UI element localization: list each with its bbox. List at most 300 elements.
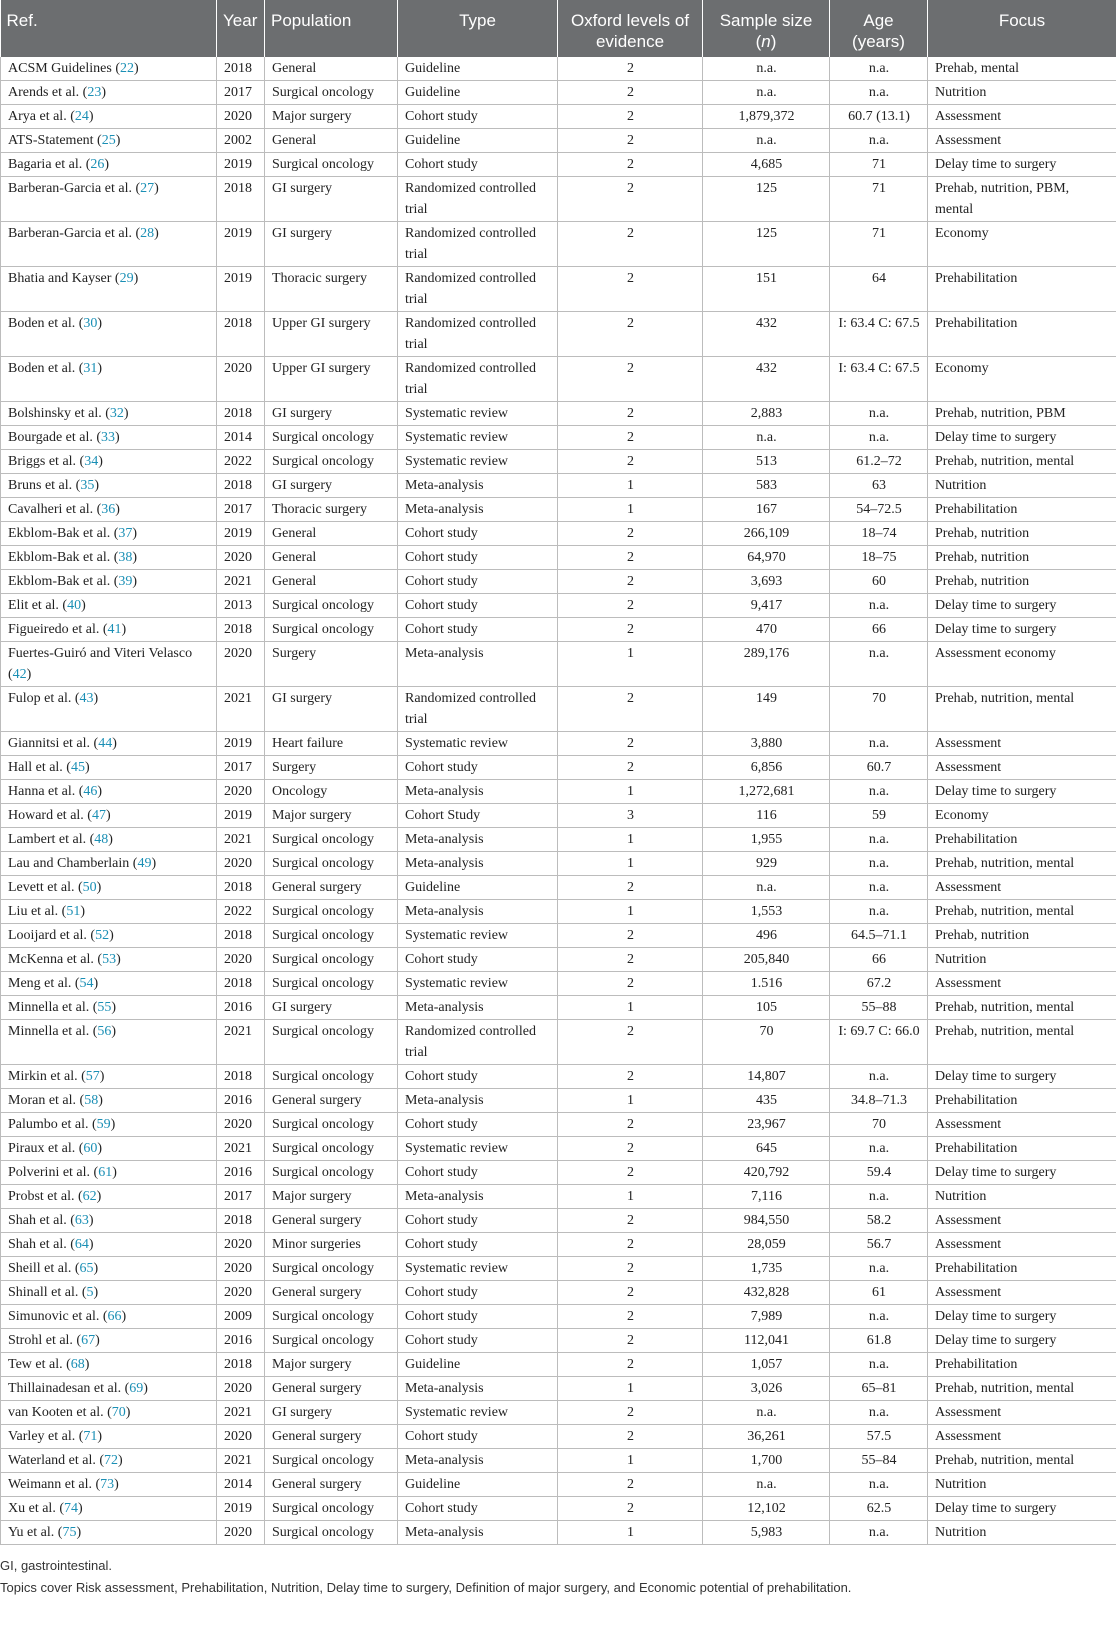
ref-citation-link[interactable]: 61 (98, 1165, 113, 1180)
cell-focus: Economy (928, 357, 1116, 402)
ref-citation-link[interactable]: 69 (129, 1381, 144, 1396)
ref-author: Lambert et al. ( (8, 832, 95, 847)
table-row (1, 804, 1116, 828)
cell-sample-size: 105 (703, 996, 830, 1020)
cell-population: Surgery (265, 756, 398, 780)
cell-year: 2018 (217, 1065, 265, 1089)
table-row (1, 57, 1116, 81)
ref-author: Probst et al. ( (8, 1189, 83, 1204)
ref-citation-link[interactable]: 34 (84, 454, 99, 469)
cell-year: 2020 (217, 1113, 265, 1137)
cell-age: 34.8–71.3 (830, 1089, 928, 1113)
cell-age: 70 (830, 687, 928, 732)
ref-citation-link[interactable]: 39 (118, 574, 133, 589)
cell-year: 2020 (217, 948, 265, 972)
cell-oxford-level: 2 (558, 1353, 703, 1377)
cell-year: 2019 (217, 222, 265, 267)
cell-type: Meta-analysis (398, 852, 558, 876)
cell-type: Systematic review (398, 924, 558, 948)
cell-focus: Nutrition (928, 1473, 1116, 1497)
cell-year: 2016 (217, 1329, 265, 1353)
cell-year: 2019 (217, 804, 265, 828)
cell-focus: Nutrition (928, 1185, 1116, 1209)
cell-age: n.a. (830, 402, 928, 426)
cell-type: Cohort study (398, 1497, 558, 1521)
cell-year: 2020 (217, 546, 265, 570)
cell-age: n.a. (830, 900, 928, 924)
cell-population: GI surgery (265, 177, 398, 222)
cell-type: Cohort study (398, 570, 558, 594)
cell-year: 2020 (217, 1425, 265, 1449)
cell-ref: Simunovic et al. (66) (1, 1305, 217, 1329)
cell-focus: Assessment (928, 972, 1116, 996)
cell-oxford-level: 2 (558, 153, 703, 177)
cell-population: GI surgery (265, 996, 398, 1020)
cell-sample-size: 125 (703, 177, 830, 222)
cell-type: Meta-analysis (398, 900, 558, 924)
cell-population: Surgical oncology (265, 153, 398, 177)
cell-type: Cohort study (398, 1281, 558, 1305)
cell-year: 2018 (217, 402, 265, 426)
cell-ref: Probst et al. (62) (1, 1185, 217, 1209)
cell-oxford-level: 2 (558, 312, 703, 357)
cell-sample-size: 64,970 (703, 546, 830, 570)
cell-focus: Prehabilitation (928, 1257, 1116, 1281)
cell-ref: Moran et al. (58) (1, 1089, 217, 1113)
ref-citation-link[interactable]: 25 (101, 133, 116, 148)
cell-focus: Prehab, nutrition (928, 924, 1116, 948)
table-row (1, 642, 1116, 687)
ref-citation-link[interactable]: 35 (80, 478, 95, 493)
cell-focus: Nutrition (928, 474, 1116, 498)
cell-population: Major surgery (265, 1185, 398, 1209)
cell-age: 63 (830, 474, 928, 498)
table-body (1, 57, 1116, 1545)
cell-age: I: 63.4 C: 67.5 (830, 357, 928, 402)
ref-citation-link[interactable]: 31 (83, 361, 98, 376)
ref-author: Xu et al. ( (8, 1501, 64, 1516)
ref-author: Elit et al. ( (8, 598, 68, 613)
cell-type: Randomized controlled trial (398, 267, 558, 312)
ref-citation-link[interactable]: 52 (95, 928, 110, 943)
ref-citation-link[interactable]: 33 (101, 430, 116, 445)
cell-age: I: 63.4 C: 67.5 (830, 312, 928, 357)
cell-sample-size: 205,840 (703, 948, 830, 972)
ref-citation-link[interactable]: 41 (107, 622, 122, 637)
ref-citation-link[interactable]: 46 (83, 784, 98, 799)
cell-population: Major surgery (265, 804, 398, 828)
cell-focus: Assessment (928, 1425, 1116, 1449)
cell-sample-size: 7,116 (703, 1185, 830, 1209)
cell-type: Guideline (398, 1353, 558, 1377)
cell-oxford-level: 2 (558, 1065, 703, 1089)
ref-author: Liu et al. ( (8, 904, 67, 919)
cell-year: 2018 (217, 924, 265, 948)
cell-ref: McKenna et al. (53) (1, 948, 217, 972)
cell-ref: Elit et al. (40) (1, 594, 217, 618)
ref-citation-link[interactable]: 63 (74, 1213, 89, 1228)
cell-type: Cohort Study (398, 804, 558, 828)
cell-focus: Assessment (928, 1209, 1116, 1233)
cell-sample-size: 432 (703, 357, 830, 402)
cell-type: Meta-analysis (398, 780, 558, 804)
cell-year: 2016 (217, 1089, 265, 1113)
cell-focus: Assessment (928, 732, 1116, 756)
cell-ref: Bhatia and Kayser (29) (1, 267, 217, 312)
ref-citation-link[interactable]: 47 (91, 808, 106, 823)
cell-population: GI surgery (265, 687, 398, 732)
cell-age: 65–81 (830, 1377, 928, 1401)
table-row (1, 522, 1116, 546)
table-row (1, 450, 1116, 474)
ref-citation-link[interactable]: 36 (101, 502, 116, 517)
ref-citation-link[interactable]: 75 (62, 1525, 77, 1540)
ref-author: Meng et al. ( (8, 976, 80, 991)
ref-citation-link[interactable]: 5 (86, 1285, 94, 1300)
cell-type: Meta-analysis (398, 498, 558, 522)
cell-ref: Giannitsi et al. (44) (1, 732, 217, 756)
cell-age: n.a. (830, 81, 928, 105)
ref-citation-link[interactable]: 68 (70, 1357, 85, 1372)
ref-citation-link[interactable]: 48 (94, 832, 109, 847)
cell-focus: Delay time to surgery (928, 780, 1116, 804)
cell-focus: Prehab, nutrition, mental (928, 1020, 1116, 1065)
ref-citation-link[interactable]: 67 (81, 1333, 96, 1348)
cell-type: Systematic review (398, 450, 558, 474)
ref-author: Moran et al. ( (8, 1093, 85, 1108)
cell-focus: Delay time to surgery (928, 426, 1116, 450)
table-row (1, 900, 1116, 924)
cell-year: 2022 (217, 450, 265, 474)
cell-type: Cohort study (398, 1233, 558, 1257)
table-row (1, 222, 1116, 267)
cell-year: 2014 (217, 1473, 265, 1497)
ref-author: Strohl et al. ( (8, 1333, 82, 1348)
cell-focus: Nutrition (928, 1521, 1116, 1545)
cell-population: Surgical oncology (265, 1521, 398, 1545)
ref-citation-link[interactable]: 64 (74, 1237, 89, 1252)
cell-year: 2018 (217, 1209, 265, 1233)
table-row (1, 1473, 1116, 1497)
ref-citation-link[interactable]: 28 (140, 226, 155, 241)
cell-type: Cohort study (398, 948, 558, 972)
cell-ref: Fuertes-Guiró and Viteri Velasco (42) (1, 642, 217, 687)
ref-citation-link[interactable]: 72 (104, 1453, 119, 1468)
cell-ref: Bolshinsky et al. (32) (1, 402, 217, 426)
ref-citation-link[interactable]: 37 (118, 526, 133, 541)
ref-citation-link[interactable]: 70 (111, 1405, 126, 1420)
cell-focus: Delay time to surgery (928, 1305, 1116, 1329)
ref-citation-link[interactable]: 49 (137, 856, 152, 871)
cell-population: General (265, 570, 398, 594)
ref-citation-link[interactable]: 43 (79, 691, 94, 706)
ref-citation-link[interactable]: 60 (83, 1141, 98, 1156)
cell-sample-size: 151 (703, 267, 830, 312)
cell-oxford-level: 2 (558, 1161, 703, 1185)
cell-year: 2017 (217, 756, 265, 780)
ref-citation-link[interactable]: 74 (63, 1501, 78, 1516)
cell-focus: Prehab, mental (928, 57, 1116, 81)
ref-author: Howard et al. ( (8, 808, 92, 823)
ref-citation-link[interactable]: 44 (98, 736, 113, 751)
cell-sample-size: 1,553 (703, 900, 830, 924)
cell-year: 2017 (217, 1185, 265, 1209)
cell-year: 2016 (217, 996, 265, 1020)
cell-type: Cohort study (398, 522, 558, 546)
ref-author: Shinall et al. ( (8, 1285, 87, 1300)
cell-oxford-level: 2 (558, 1305, 703, 1329)
cell-oxford-level: 2 (558, 618, 703, 642)
cell-oxford-level: 2 (558, 1137, 703, 1161)
cell-type: Meta-analysis (398, 996, 558, 1020)
ref-citation-link[interactable]: 23 (87, 85, 102, 100)
table-row (1, 1089, 1116, 1113)
cell-type: Guideline (398, 57, 558, 81)
cell-population: Surgical oncology (265, 1497, 398, 1521)
cell-sample-size: 14,807 (703, 1065, 830, 1089)
table-row (1, 1113, 1116, 1137)
cell-population: Surgical oncology (265, 1065, 398, 1089)
ref-citation-link[interactable]: 73 (100, 1477, 115, 1492)
cell-type: Cohort study (398, 594, 558, 618)
table-header (1, 0, 1116, 57)
cell-type: Meta-analysis (398, 1449, 558, 1473)
cell-ref: Levett et al. (50) (1, 876, 217, 900)
cell-type: Guideline (398, 1473, 558, 1497)
cell-oxford-level: 2 (558, 267, 703, 312)
cell-focus: Assessment (928, 105, 1116, 129)
ref-author: Fulop et al. ( (8, 691, 80, 706)
col-type-header: Type (398, 0, 558, 57)
cell-oxford-level: 2 (558, 105, 703, 129)
ref-citation-link[interactable]: 56 (97, 1024, 112, 1039)
cell-oxford-level: 1 (558, 900, 703, 924)
cell-population: Surgical oncology (265, 1161, 398, 1185)
cell-population: General surgery (265, 1425, 398, 1449)
cell-type: Cohort study (398, 153, 558, 177)
table-row (1, 426, 1116, 450)
ref-citation-link[interactable]: 50 (82, 880, 97, 895)
cell-oxford-level: 2 (558, 1497, 703, 1521)
table-row (1, 687, 1116, 732)
cell-oxford-level: 2 (558, 1401, 703, 1425)
table-row (1, 267, 1116, 312)
ref-citation-link[interactable]: 55 (97, 1000, 112, 1015)
table-row (1, 1425, 1116, 1449)
cell-age: 62.5 (830, 1497, 928, 1521)
ref-citation-link[interactable]: 71 (83, 1429, 98, 1444)
ref-author: Cavalheri et al. ( (8, 502, 102, 517)
table-row (1, 357, 1116, 402)
ref-citation-link[interactable]: 24 (74, 109, 89, 124)
cell-year: 2018 (217, 618, 265, 642)
cell-ref: Liu et al. (51) (1, 900, 217, 924)
footnote-topics: Topics cover Risk assessment, Prehabilitation, Nutrition, Delay time to surgery, Definition of major surgery, and Economic potential of prehabilitation. (0, 1580, 852, 1595)
ref-author: Boden et al. ( (8, 361, 84, 376)
cell-population: Major surgery (265, 1353, 398, 1377)
ref-author: Polverini et al. ( (8, 1165, 99, 1180)
col-year-header: Year (217, 0, 265, 57)
ref-citation-link[interactable]: 58 (84, 1093, 99, 1108)
cell-ref: Arends et al. (23) (1, 81, 217, 105)
cell-focus: Prehab, nutrition, mental (928, 996, 1116, 1020)
ref-citation-link[interactable]: 30 (83, 316, 98, 331)
cell-age: n.a. (830, 594, 928, 618)
cell-population: Surgical oncology (265, 1449, 398, 1473)
cell-sample-size: 2,883 (703, 402, 830, 426)
cell-sample-size: 167 (703, 498, 830, 522)
cell-sample-size: n.a. (703, 426, 830, 450)
cell-year: 2021 (217, 1449, 265, 1473)
ref-author: Weimann et al. ( (8, 1477, 101, 1492)
cell-sample-size: 432,828 (703, 1281, 830, 1305)
cell-ref: Meng et al. (54) (1, 972, 217, 996)
cell-oxford-level: 2 (558, 570, 703, 594)
table-row (1, 546, 1116, 570)
table-row (1, 1401, 1116, 1425)
cell-ref: Sheill et al. (65) (1, 1257, 217, 1281)
table-row (1, 129, 1116, 153)
cell-age: n.a. (830, 1305, 928, 1329)
cell-age: n.a. (830, 1137, 928, 1161)
cell-population: Surgical oncology (265, 81, 398, 105)
ref-author: McKenna et al. ( (8, 952, 103, 967)
cell-population: Surgical oncology (265, 450, 398, 474)
cell-focus: Prehabilitation (928, 1089, 1116, 1113)
cell-focus: Nutrition (928, 81, 1116, 105)
ref-citation-link[interactable]: 65 (79, 1261, 94, 1276)
cell-population: General (265, 129, 398, 153)
cell-oxford-level: 2 (558, 81, 703, 105)
table-row (1, 1353, 1116, 1377)
cell-year: 2021 (217, 828, 265, 852)
cell-type: Cohort study (398, 1209, 558, 1233)
cell-population: Surgical oncology (265, 828, 398, 852)
cell-sample-size: 1,879,372 (703, 105, 830, 129)
ref-citation-link[interactable]: 66 (107, 1309, 122, 1324)
cell-population: GI surgery (265, 402, 398, 426)
cell-sample-size: 3,880 (703, 732, 830, 756)
cell-ref: Polverini et al. (61) (1, 1161, 217, 1185)
cell-population: GI surgery (265, 474, 398, 498)
cell-population: Surgical oncology (265, 1305, 398, 1329)
ref-citation-link[interactable]: 59 (96, 1117, 111, 1132)
cell-age: n.a. (830, 828, 928, 852)
table-row (1, 1305, 1116, 1329)
cell-age: 71 (830, 222, 928, 267)
cell-ref: Ekblom-Bak et al. (39) (1, 570, 217, 594)
cell-sample-size: 9,417 (703, 594, 830, 618)
col-population-header: Population (265, 0, 398, 57)
table-row (1, 756, 1116, 780)
cell-oxford-level: 1 (558, 996, 703, 1020)
cell-oxford-level: 1 (558, 780, 703, 804)
cell-age: 61.8 (830, 1329, 928, 1353)
cell-year: 2018 (217, 312, 265, 357)
ref-citation-link[interactable]: 54 (79, 976, 94, 991)
cell-population: Surgical oncology (265, 972, 398, 996)
cell-population: Surgical oncology (265, 948, 398, 972)
ref-citation-link[interactable]: 26 (90, 157, 105, 172)
cell-oxford-level: 2 (558, 57, 703, 81)
ref-author: Minnella et al. ( (8, 1024, 98, 1039)
cell-focus: Prehab, nutrition, PBM (928, 402, 1116, 426)
cell-type: Cohort study (398, 1161, 558, 1185)
cell-ref: Shah et al. (63) (1, 1209, 217, 1233)
cell-oxford-level: 2 (558, 1020, 703, 1065)
cell-population: Major surgery (265, 105, 398, 129)
ref-citation-link[interactable]: 27 (140, 181, 155, 196)
cell-type: Cohort study (398, 618, 558, 642)
cell-age: 61 (830, 1281, 928, 1305)
cell-type: Cohort study (398, 756, 558, 780)
cell-age: n.a. (830, 1065, 928, 1089)
ref-citation-link[interactable]: 22 (120, 61, 134, 76)
ref-citation-link[interactable]: 38 (118, 550, 133, 565)
cell-year: 2020 (217, 780, 265, 804)
cell-age: n.a. (830, 426, 928, 450)
cell-oxford-level: 2 (558, 876, 703, 900)
ref-author: van Kooten et al. ( (8, 1405, 112, 1420)
ref-citation-link[interactable]: 29 (119, 271, 134, 286)
cell-age: 59.4 (830, 1161, 928, 1185)
table-row (1, 1329, 1116, 1353)
ref-citation-link[interactable]: 32 (109, 406, 124, 421)
cell-ref: Varley et al. (71) (1, 1425, 217, 1449)
ref-citation-link[interactable]: 53 (102, 952, 117, 967)
table-row (1, 1233, 1116, 1257)
cell-ref: Bruns et al. (35) (1, 474, 217, 498)
cell-age: n.a. (830, 780, 928, 804)
ref-citation-link[interactable]: 62 (82, 1189, 97, 1204)
cell-population: General surgery (265, 1209, 398, 1233)
cell-oxford-level: 2 (558, 129, 703, 153)
cell-type: Meta-analysis (398, 828, 558, 852)
ref-citation-link[interactable]: 57 (85, 1069, 100, 1084)
cell-type: Cohort study (398, 1065, 558, 1089)
ref-author: Waterland et al. ( (8, 1453, 105, 1468)
ref-author: Palumbo et al. ( (8, 1117, 97, 1132)
cell-oxford-level: 2 (558, 402, 703, 426)
cell-type: Randomized controlled trial (398, 222, 558, 267)
cell-oxford-level: 2 (558, 1209, 703, 1233)
cell-sample-size: 929 (703, 852, 830, 876)
cell-oxford-level: 1 (558, 498, 703, 522)
cell-oxford-level: 3 (558, 804, 703, 828)
cell-oxford-level: 2 (558, 1425, 703, 1449)
table-row (1, 828, 1116, 852)
cell-focus: Assessment (928, 1401, 1116, 1425)
ref-author: Hall et al. ( (8, 760, 71, 775)
ref-citation-link[interactable]: 45 (70, 760, 85, 775)
cell-ref: Xu et al. (74) (1, 1497, 217, 1521)
cell-focus: Prehab, nutrition, mental (928, 852, 1116, 876)
cell-sample-size: 3,693 (703, 570, 830, 594)
cell-ref: van Kooten et al. (70) (1, 1401, 217, 1425)
cell-oxford-level: 2 (558, 756, 703, 780)
cell-age: 60.7 (13.1) (830, 105, 928, 129)
cell-age: n.a. (830, 1473, 928, 1497)
ref-author: Bourgade et al. ( (8, 430, 102, 445)
table-row (1, 1065, 1116, 1089)
ref-citation-link[interactable]: 40 (67, 598, 82, 613)
col-ref-header: Ref. (1, 0, 217, 57)
ref-citation-link[interactable]: 42 (12, 667, 27, 682)
table-row (1, 1257, 1116, 1281)
cell-focus: Assessment (928, 876, 1116, 900)
cell-population: Surgical oncology (265, 852, 398, 876)
ref-citation-link[interactable]: 51 (66, 904, 81, 919)
